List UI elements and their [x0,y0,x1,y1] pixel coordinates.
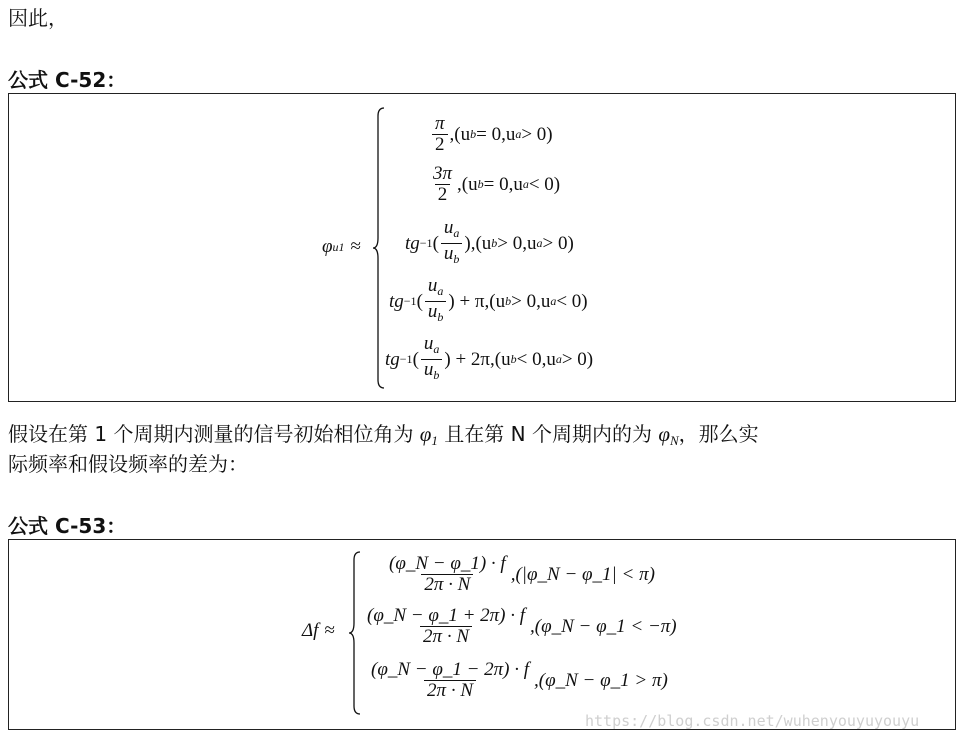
phi-1-symbol: φ [419,422,432,446]
para-text-a: 假设在第 1 个周期内测量的信号初始相位角为 [8,422,420,446]
c52-lhs-symbol: φ [322,236,333,257]
c53-approx: ≈ [324,620,335,641]
heading-formula-c52: 公式 C-52： [8,68,127,92]
c53-lhs [302,620,335,642]
para-text-c: ，那么实 [678,422,759,446]
paragraph-line-1 [8,422,759,453]
watermark: https://blog.csdn.net/wuhenyouyuyouyu [585,712,920,730]
c52-lhs [322,236,361,258]
text-therefore: 因此， [8,6,68,30]
c52-approx: ≈ [350,236,361,257]
c53-case-1: $\frac{(\varphi\_N - \varphi\_1) \cdot f}{2\pi \cdot N}$ ,(|φ_N − φ_1| < π) [389,553,655,595]
c52-left-brace [372,106,386,390]
c52-case-4: tg −1 ( $\frac{u_a}{u_b}$ ) + π,(u b > 0,u a < 0) [389,276,588,327]
c53-left-brace [348,550,362,716]
c52-case-3: tg −1 ( $\frac{u_a}{u_b}$ ),(u b > 0,u a > 0) [405,218,574,269]
c52-lhs-sub: u1 [332,239,345,254]
para-text-b: 且在第 N 个周期内的为 [437,422,659,446]
c52-case-1: $\frac{\pi}{2}$ ,(u b = 0,u a > 0) [430,114,553,155]
c52-case-5: tg −1 ( $\frac{u_a}{u_b}$ ) + 2π,(u b < 0,u a > 0) [385,334,593,385]
c53-case-3: $\frac{(\varphi\_N - \varphi\_1 - 2\pi) \cdot f}{2\pi \cdot N}$ ,(φ_N − φ_1 > π) [371,659,668,701]
c53-case-2: $\frac{(\varphi\_N - \varphi\_1 + 2\pi) \cdot f}{2\pi \cdot N}$ ,(φ_N − φ_1 < −π) [367,605,677,647]
phi-n-sub: N [669,433,679,448]
heading-formula-c53: 公式 C-53： [8,514,127,538]
phi-n-symbol: φ [658,422,670,446]
c52-case-2: $\frac{3\pi}{2}$ ,(u b = 0,u a < 0) [433,163,561,205]
paragraph-line-2: 际频率和假设频率的差为： [8,452,248,476]
phi-1-sub: 1 [431,433,438,448]
c53-lhs-symbol: Δf [302,620,319,641]
